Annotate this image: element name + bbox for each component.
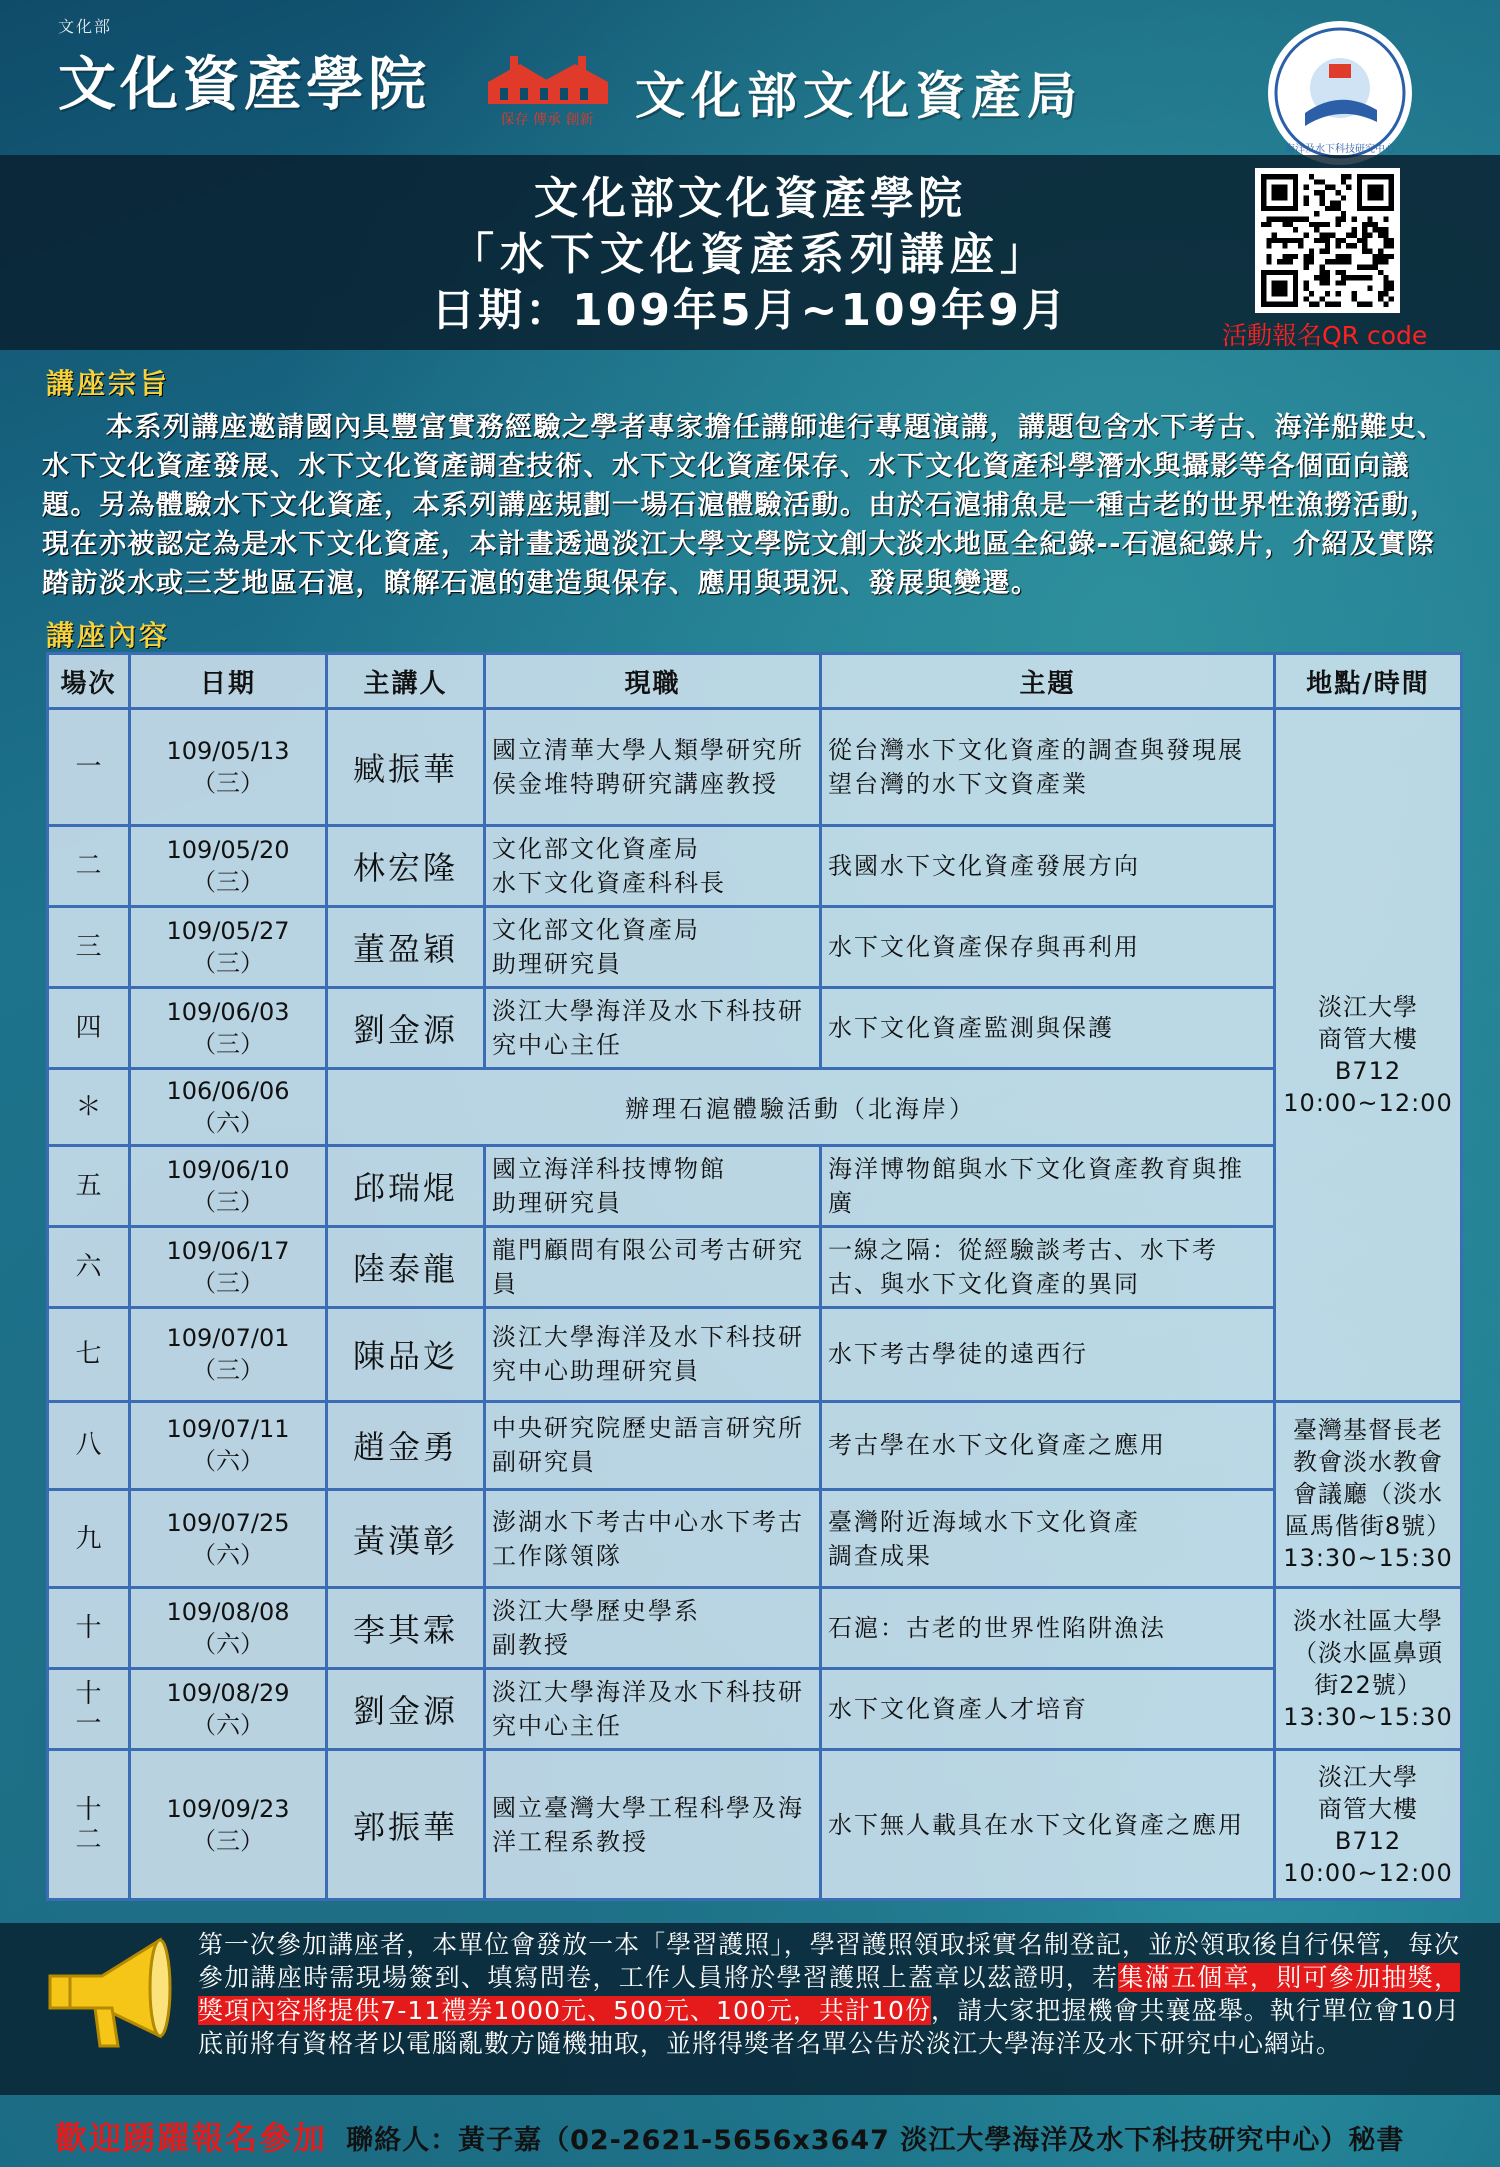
session-number: 十 一: [48, 1669, 130, 1750]
contact-text: 聯絡人：黃子嘉（02-2621-5656x3647 淡江大學海洋及水下科技研究中心）秘書: [346, 2125, 1405, 2156]
lecture-topic: 石滬：古老的世界性陷阱漁法: [821, 1587, 1275, 1668]
session-date: [130, 1226, 327, 1307]
session-number: 七: [48, 1307, 130, 1401]
session-number: 二: [48, 825, 130, 906]
speaker-position: 淡江大學海洋及水下科技研究中心助理研究員: [485, 1307, 821, 1401]
session-number: 十 二: [48, 1750, 130, 1900]
purpose-body: 本系列講座邀請國內具豐富實務經驗之學者專家擔任講師進行專題演講，講題包含水下考古、海洋船難史、水下文化資產發展、水下文化資產調查技術、水下文化資產保存、水下文化資產科學潛水與攝影等各個面向議題。另為體驗水下文化資產，本系列講座規劃一場石滬體驗活動。由於石滬捕魚是一種古老的世界性漁撈活動，現在亦被認定為是水下文化資產，本計畫透過淡江大學文學院文創大淡水地區全紀錄--石滬紀錄片，介紹及實際踏訪淡水或三芝地區石滬，瞭解石滬的建造與保存、應用與現況、發展與變遷。: [42, 412, 1446, 599]
header-speaker: 主講人: [327, 654, 485, 709]
bureau-logo: [480, 52, 1083, 132]
session-number: 五: [48, 1145, 130, 1226]
header-session: 場次: [48, 654, 130, 709]
weekday-text: （六）: [192, 1108, 264, 1137]
title-line-1: 文化部文化資產學院: [534, 173, 966, 224]
speaker-position: 國立海洋科技博物館 助理研究員: [485, 1145, 821, 1226]
title-dates: 日期：109年5月~109年9月: [431, 285, 1069, 336]
speaker-name: 劉金源: [327, 987, 485, 1068]
academy-logo-small: 文化部: [58, 17, 113, 36]
welcome-text: 歡迎踴躍報名參加: [55, 2119, 328, 2157]
schedule-table: [46, 652, 1463, 1901]
lecture-topic: 臺灣附近海域水下文化資產 調查成果: [821, 1490, 1275, 1588]
speaker-name: 黃漢彰: [327, 1490, 485, 1588]
weekday-text: （六）: [192, 1540, 264, 1569]
purpose-heading: 講座宗旨: [46, 367, 171, 400]
speaker-position: 中央研究院歷史語言研究所副研究員: [485, 1401, 821, 1490]
speaker-position: 淡江大學海洋及水下科技研究中心主任: [485, 1669, 821, 1750]
table-row: [48, 1490, 1462, 1588]
date-text: 109/05/27: [166, 916, 290, 945]
date-text: 109/05/20: [166, 835, 290, 864]
location-place: 臺灣基督長老教會淡水教會會議廳（淡水區馬偕街8號）: [1284, 1416, 1452, 1541]
academy-logo: [58, 14, 430, 121]
location-time: [1275, 1587, 1462, 1749]
date-text: 109/06/17: [166, 1236, 290, 1265]
weekday-text: （三）: [192, 1187, 264, 1216]
speaker-name: 陸泰龍: [327, 1226, 485, 1307]
bureau-name: 文化部文化資產局: [635, 66, 1083, 125]
speaker-name: 董盈穎: [327, 906, 485, 987]
header: [0, 0, 1500, 155]
speaker-name: 臧振華: [327, 709, 485, 826]
table-row: [48, 709, 1462, 826]
speaker-position: 澎湖水下考古中心水下考古工作隊領隊: [485, 1490, 821, 1588]
speaker-position: 國立清華大學人類學研究所侯金堆特聘研究講座教授: [485, 709, 821, 826]
header-position: 現職: [485, 654, 821, 709]
speaker-name: 李其霖: [327, 1587, 485, 1668]
seal-label: 海洋及水下科技研究中心: [1285, 144, 1395, 155]
table-row: [48, 1226, 1462, 1307]
date-text: 109/07/25: [166, 1508, 290, 1537]
session-date: [130, 1490, 327, 1588]
session-date: [130, 1669, 327, 1750]
session-number: 六: [48, 1226, 130, 1307]
lecture-topic: 一線之隔：從經驗談考古、水下考古、與水下文化資產的異同: [821, 1226, 1275, 1307]
lecture-topic: 考古學在水下文化資產之應用: [821, 1401, 1275, 1490]
location-place: 淡江大學 商管大樓 B712: [1318, 1762, 1418, 1855]
session-date: [130, 1145, 327, 1226]
event-description: 辦理石滬體驗活動（北海岸）: [327, 1069, 1275, 1146]
lecture-topic: 海洋博物館與水下文化資產教育與推廣: [821, 1145, 1275, 1226]
purpose-text: [42, 408, 1462, 603]
header-date: 日期: [130, 654, 327, 709]
table-row: [48, 987, 1462, 1068]
session-date: [130, 906, 327, 987]
speaker-name: 林宏隆: [327, 825, 485, 906]
session-date: [130, 987, 327, 1068]
weekday-text: （三）: [192, 1268, 264, 1297]
lecture-topic: 水下文化資產人才培育: [821, 1669, 1275, 1750]
header-topic: 主題: [821, 654, 1275, 709]
notice-part-2: ，請大家把握機會共襄盛舉。執行單位會10月底前將有資格者以電腦亂數方隨機抽取，並將得獎者名單公告於淡江大學海洋及水下研究中心網站。: [198, 1996, 1460, 2058]
date-text: 109/09/23: [166, 1794, 290, 1823]
lecture-topic: 我國水下文化資產發展方向: [821, 825, 1275, 906]
weekday-text: （三）: [192, 1356, 264, 1385]
session-number: 十: [48, 1587, 130, 1668]
date-text: 109/08/08: [166, 1597, 290, 1626]
table-row: [48, 1750, 1462, 1900]
session-number: 九: [48, 1490, 130, 1588]
session-date: [130, 1587, 327, 1668]
location-place: 淡水社區大學（淡水區鼻頭街22號）: [1293, 1606, 1443, 1699]
notice-highlight: 集滿五個章，則可參加抽獎，獎項內容將提供7-11禮券1000元、500元、100元，共計10份: [198, 1963, 1460, 2025]
session-number: 三: [48, 906, 130, 987]
notice-part-1: 第一次參加講座者，本單位會發放一本「學習護照」，學習護照領取採實名制登記，並於領取後自行保管，每次參加講座時需現場簽到、填寫問卷，工作人員將於學習護照上蓋章以茲證明，若: [198, 1930, 1460, 1992]
date-text: 109/06/10: [166, 1155, 290, 1184]
session-date: [130, 825, 327, 906]
speaker-position: 淡江大學歷史學系 副教授: [485, 1587, 821, 1668]
speaker-name: 邱瑞焜: [327, 1145, 485, 1226]
lecture-topic: 水下文化資產保存與再利用: [821, 906, 1275, 987]
session-date: [130, 1750, 327, 1900]
location-time-range: 10:00~12:00: [1283, 1858, 1453, 1887]
table-row: [48, 1145, 1462, 1226]
lecture-topic: 水下文化資產監測與保護: [821, 987, 1275, 1068]
speaker-position: 龍門顧問有限公司考古研究員: [485, 1226, 821, 1307]
registration-qr-code[interactable]: [1255, 168, 1400, 313]
lecture-topic: 水下考古學徒的遠西行: [821, 1307, 1275, 1401]
weekday-text: （六）: [192, 1711, 264, 1740]
date-text: 109/08/29: [166, 1679, 290, 1708]
location-time-range: 13:30~15:30: [1283, 1544, 1453, 1573]
session-number: 四: [48, 987, 130, 1068]
session-number: 八: [48, 1401, 130, 1490]
weekday-text: （三）: [192, 768, 264, 797]
table-row: [48, 906, 1462, 987]
notice-text: [198, 1928, 1460, 2060]
date-text: 109/07/01: [166, 1324, 290, 1353]
qr-label: 活動報名QR code: [1222, 321, 1428, 350]
session-date: [130, 1401, 327, 1490]
location-time-range: 13:30~15:30: [1283, 1702, 1453, 1731]
session-number: ＊: [48, 1069, 130, 1146]
speaker-name: 劉金源: [327, 1669, 485, 1750]
table-row: [48, 1401, 1462, 1490]
title-line-2: 「水下文化資產系列講座」: [450, 229, 1050, 280]
speaker-position: 文化部文化資產局 水下文化資產科科長: [485, 825, 821, 906]
speaker-name: 陳品彣: [327, 1307, 485, 1401]
footer: [55, 2113, 1475, 2159]
weekday-text: （三）: [192, 1826, 264, 1855]
speaker-position: 國立臺灣大學工程科學及海洋工程系教授: [485, 1750, 821, 1900]
header-location: 地點/時間: [1275, 654, 1462, 709]
weekday-text: （六）: [192, 1447, 264, 1476]
location-time-range: 10:00~12:00: [1283, 1088, 1453, 1117]
weekday-text: （三）: [192, 948, 264, 977]
table-row: [48, 1669, 1462, 1750]
academy-logo-name: 文化資產學院: [58, 50, 431, 118]
table-header-row: [48, 654, 1462, 709]
schedule-heading: 講座內容: [46, 619, 171, 652]
speaker-position: 文化部文化資產局 助理研究員: [485, 906, 821, 987]
lecture-topic: 水下無人載具在水下文化資產之應用: [821, 1750, 1275, 1900]
bureau-building-icon: [480, 52, 615, 132]
location-time: [1275, 1401, 1462, 1587]
table-row: [48, 1587, 1462, 1668]
weekday-text: （三）: [192, 867, 264, 896]
session-date: [130, 1307, 327, 1401]
date-text: 109/07/11: [166, 1415, 290, 1444]
date-text: 109/05/13: [166, 736, 290, 765]
location-place: 淡江大學 商管大樓 B712: [1318, 992, 1418, 1085]
bureau-motto: 保存 傳承 創新: [500, 112, 594, 128]
table-row: [48, 1069, 1462, 1146]
date-text: 109/06/03: [166, 997, 290, 1026]
session-date: [130, 1069, 327, 1146]
research-center-seal: [1265, 18, 1415, 168]
location-time: [1275, 709, 1462, 1402]
location-time: [1275, 1750, 1462, 1900]
table-row: [48, 1307, 1462, 1401]
date-text: 106/06/06: [166, 1076, 290, 1105]
table-row: [48, 825, 1462, 906]
speaker-name: 郭振華: [327, 1750, 485, 1900]
megaphone-icon: [40, 1918, 190, 2068]
weekday-text: （三）: [192, 1029, 264, 1058]
session-number: 一: [48, 709, 130, 826]
speaker-position: 淡江大學海洋及水下科技研究中心主任: [485, 987, 821, 1068]
lecture-topic: 從台灣水下文化資產的調查與發現展望台灣的水下文資產業: [821, 709, 1275, 826]
session-date: [130, 709, 327, 826]
speaker-name: 趙金勇: [327, 1401, 485, 1490]
weekday-text: （六）: [192, 1629, 264, 1658]
